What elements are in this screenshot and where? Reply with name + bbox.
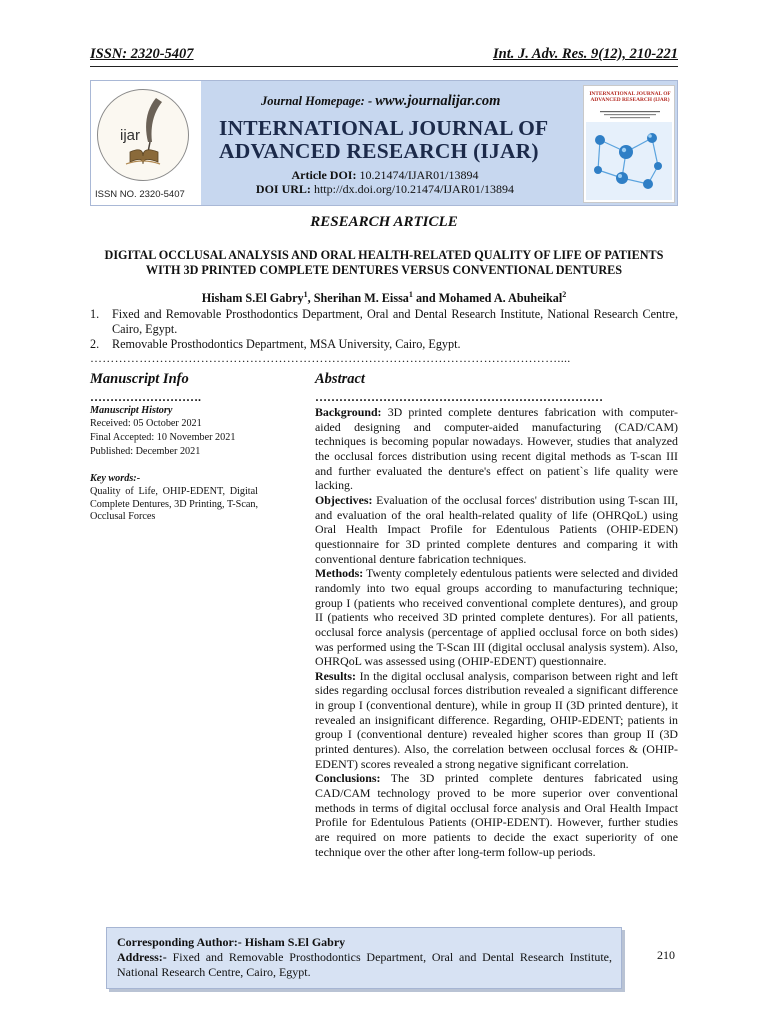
background-text: 3D printed complete dentures fabrication with computer-aided designing and computer-aided manufacturing (CAD/CAM) techniques is becoming popular nowadays. However, studies that analyzed the occlusal forces distribution using recent digital methods as T-scan III and further evaluated the denture's effect on patient`s life quality were lacking.	[315, 405, 678, 493]
abstract-conclusions	[315, 771, 678, 859]
molecule-network-icon	[586, 122, 672, 200]
running-header-citation: Int. J. Adv. Res. 9(12), 210-221	[492, 46, 678, 62]
manuscript-info-dots: ……………………….	[90, 390, 201, 404]
cover-title: INTERNATIONAL JOURNAL OF ADVANCED RESEARCH (IJAR)	[589, 91, 671, 104]
conclusions-text: The 3D printed complete dentures fabricated using CAD/CAM technology proved to be more superior over conventional methods in terms of digital occlusal force analysis and Oral Health Impact Profile for Edentulous Patients (OHIP-EDENT). However, further studies are required on more patients to decide the exact superiority of one technique over the other after long-term follow-up periods.	[315, 771, 678, 859]
abstract-body	[315, 405, 678, 859]
journal-homepage	[261, 93, 500, 110]
author-and: and	[415, 291, 436, 306]
journal-cover	[583, 85, 675, 203]
article-doi-label: Article DOI:	[291, 168, 357, 182]
author-separator: ,	[307, 291, 311, 306]
corresponding-author-box	[106, 927, 622, 989]
journal-title-line2: ADVANCED RESEARCH (IJAR)	[219, 139, 539, 163]
journal-title-line1: INTERNATIONAL JOURNAL OF	[219, 116, 549, 140]
keywords-label: Key words:-	[90, 473, 141, 484]
abstract-dots: ………………………………………………………………	[315, 390, 603, 404]
abstract-background	[315, 405, 678, 493]
affiliation-text: Fixed and Removable Prosthodontics Department, Oral and Dental Research Institute, National Research Centre, Cairo, Egypt.	[112, 307, 678, 336]
article-type: RESEARCH ARTICLE	[310, 214, 458, 230]
journal-banner	[90, 80, 678, 206]
page-number: 210	[657, 948, 675, 962]
manuscript-info-heading: Manuscript Info	[90, 371, 189, 387]
received-date: Received: 05 October 2021	[90, 418, 202, 429]
author-3: Mohamed A. Abuheikal	[438, 291, 563, 306]
author-1-affiliation: 1	[303, 290, 308, 299]
cover-text-lines	[590, 110, 670, 120]
corresponding-address	[117, 950, 612, 980]
paper-title: DIGITAL OCCLUSAL ANALYSIS AND ORAL HEALTH-RELATED QUALITY OF LIFE OF PATIENTS WITH 3D PRINTED COMPLETE DENTURES VERSUS CONVENTIONAL DENTURES	[104, 248, 664, 277]
corresponding-author: Corresponding Author:- Hisham S.El Gabry	[117, 935, 346, 949]
article-doi-value: 10.21474/IJAR01/13894	[359, 168, 479, 182]
abstract-methods	[315, 566, 678, 669]
author-3-affiliation: 2	[562, 290, 567, 299]
methods-text: Twenty completely edentulous patients were selected and divided randomly into two equal groups according to manufacturing technique; group I (patients who received conventional complete dentures), and group II (patients who received 3D printed complete dentures). For all patients, occlusal force analysis (percentage of applied occlusal force on both sides) was performed using the T-Scan III (digital occlusal analysis system). Also, OHRQoL was assessed using (OHIP-EDENT) questionnaire.	[315, 566, 678, 669]
affiliation-1	[90, 307, 678, 337]
header-rule	[90, 66, 678, 67]
quill-book-icon	[98, 90, 188, 180]
address-label: Address:-	[117, 950, 167, 964]
accepted-date: Final Accepted: 10 November 2021	[90, 432, 236, 443]
logo-issn: ISSN NO. 2320-5407	[95, 189, 185, 200]
objectives-label: Objectives:	[315, 492, 373, 507]
affiliation-number: 2.	[90, 337, 100, 351]
logo-text: ijar	[120, 127, 141, 144]
methods-label: Methods:	[315, 566, 364, 581]
results-label: Results:	[315, 668, 356, 683]
affiliation-text: Removable Prosthodontics Department, MSA University, Cairo, Egypt.	[112, 337, 461, 351]
manuscript-history-label: Manuscript History	[90, 405, 173, 416]
section-separator: ……………………………………………………………………………………………………....	[90, 351, 571, 365]
objectives-text: Evaluation of the occlusal forces' distribution using T-scan III, and evaluation of the oral health-related quality of life (OHRQoL) using Oral Health Impact Profile for Edentulous Patients (OHIP-EDEN) questionnaire for 3D printed complete dentures and comparing it with conventional denture fabrication techniques.	[315, 492, 678, 566]
author-list	[0, 290, 768, 306]
conclusions-label: Conclusions:	[315, 771, 381, 786]
doi-url-label: DOI URL:	[255, 182, 311, 196]
abstract-heading: Abstract	[315, 371, 365, 387]
background-label: Background:	[315, 405, 382, 419]
keywords: Quality of Life, OHIP-EDENT, Digital Complete Dentures, 3D Printing, T-Scan, Occlusal Forces	[90, 486, 258, 523]
affiliation-2	[90, 337, 678, 352]
homepage-url[interactable]: www.journalijar.com	[375, 93, 501, 109]
abstract-results	[315, 669, 678, 772]
doi-url-value[interactable]: http://dx.doi.org/10.21474/IJAR01/13894	[313, 182, 515, 196]
running-header-issn: ISSN: 2320-5407	[90, 46, 194, 62]
affiliation-number: 1.	[90, 307, 100, 321]
author-1: Hisham S.El Gabry	[201, 291, 304, 306]
author-2-affiliation: 1	[408, 290, 413, 299]
homepage-label: Journal Homepage: -	[261, 94, 373, 108]
abstract-objectives	[315, 493, 678, 566]
author-2: Sherihan M. Eissa	[313, 291, 409, 306]
journal-title	[219, 117, 579, 163]
address-text: Fixed and Removable Prosthodontics Department, Oral and Dental Research Institute, National Research Centre, Cairo, Egypt.	[117, 950, 613, 979]
published-date: Published: December 2021	[90, 446, 201, 457]
results-text: In the digital occlusal analysis, comparison between right and left sides regarding occlusal forces distribution revealed a significant difference in group I (conventional denture), while in group II (3D printed denture), it revealed an insignificant difference. Regarding, OHIP-EDENT; patients in group I (conventional denture) revealed higher scores than group II (3D printed dentures). Also, the correlation between occlusal forces & (OHIP-EDENT) scores revealed a strong negative significant correlation.	[315, 668, 678, 771]
